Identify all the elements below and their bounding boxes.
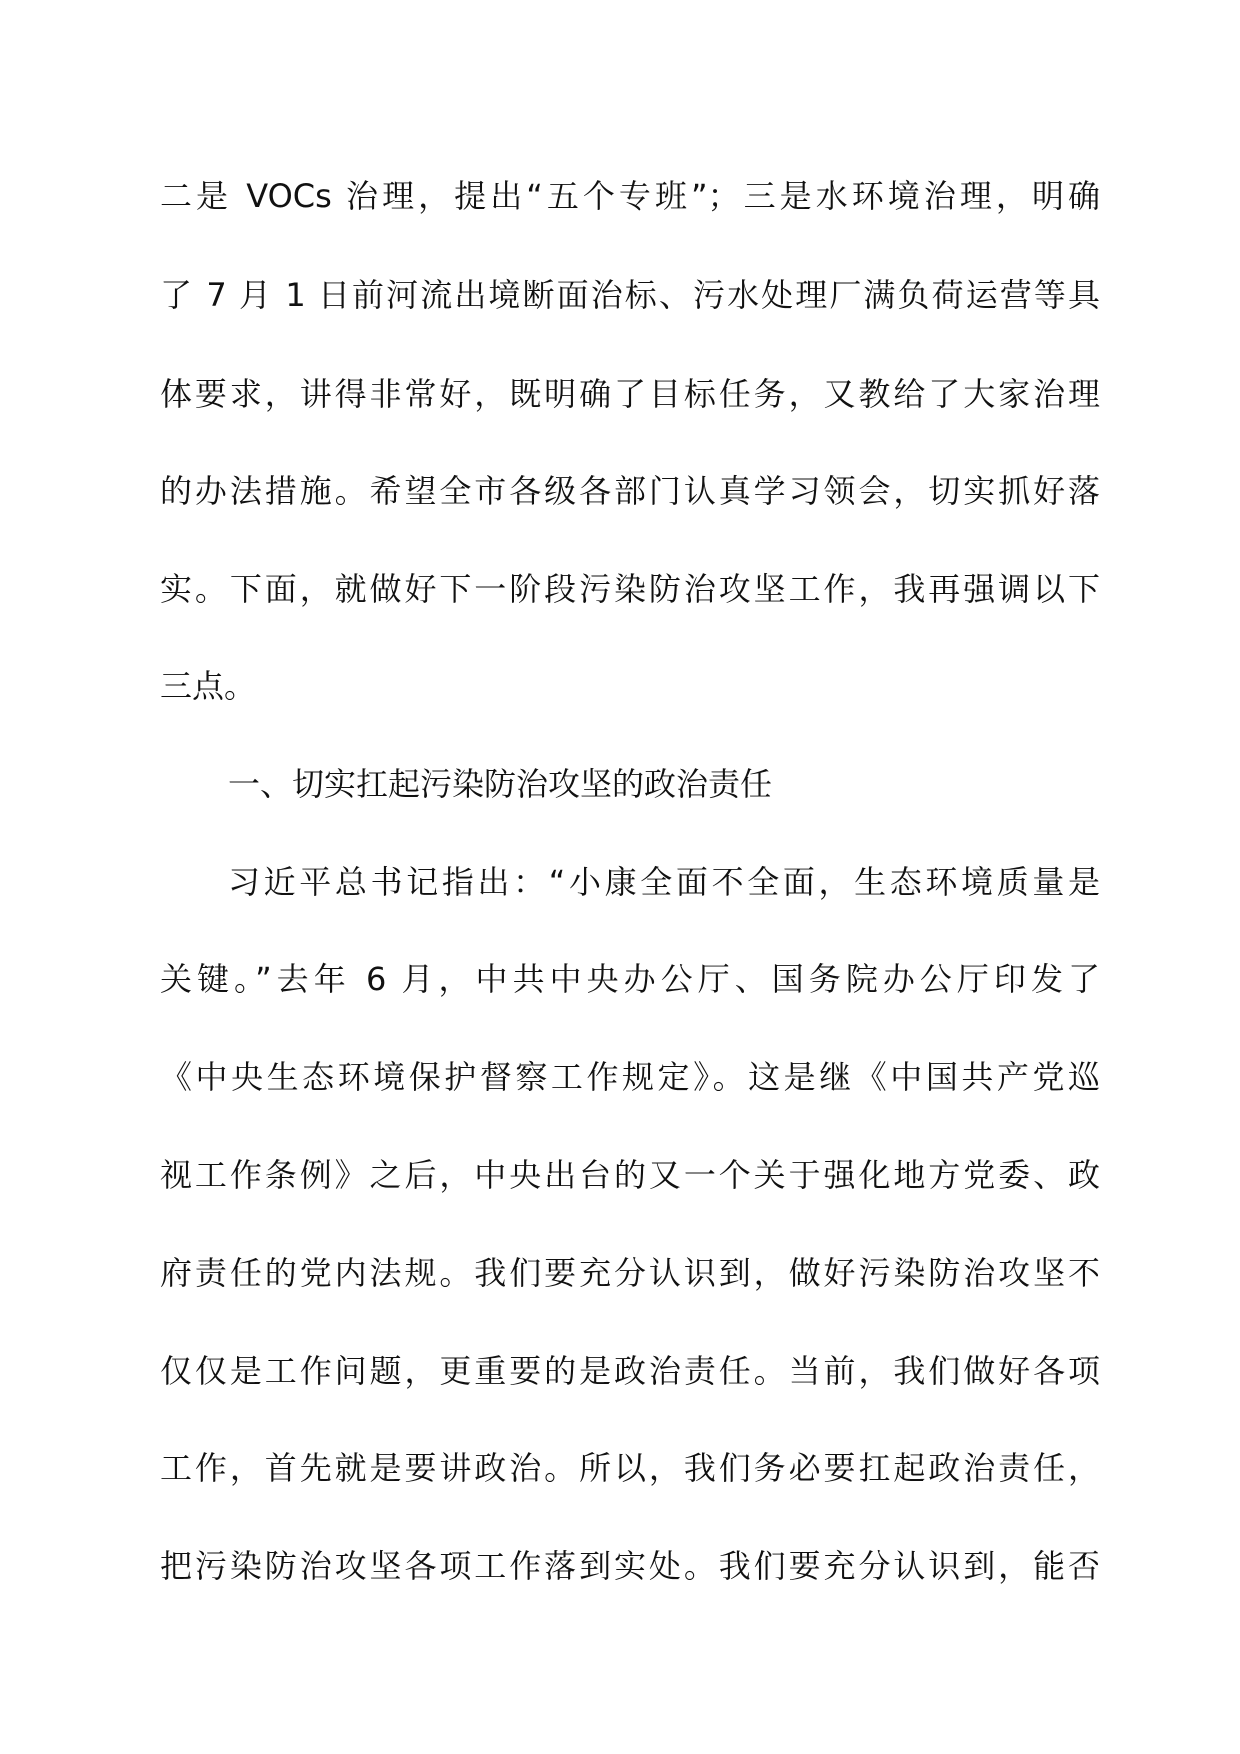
paragraph-line: 仅仅是工作问题，更重要的是政治责任。当前，我们做好各项	[160, 1352, 1100, 1390]
paragraph-line: 府责任的党内法规。我们要充分认识到，做好污染防治攻坚不	[160, 1254, 1100, 1292]
paragraph-line: 的办法措施。希望全市各级各部门认真学习领会，切实抓好落	[160, 472, 1100, 510]
paragraph-line: 了 7 月 1 日前河流出境断面治标、污水处理厂满负荷运营等具	[160, 276, 1100, 314]
section-heading: 一、切实扛起污染防治攻坚的政治责任	[228, 765, 773, 803]
paragraph-line: 视工作条例》之后，中央出台的又一个关于强化地方党委、政	[160, 1156, 1100, 1194]
paragraph-line: 三点。	[160, 667, 257, 705]
paragraph-line: 关键。”去年 6 月，中共中央办公厅、国务院办公厅印发了	[160, 960, 1100, 998]
paragraph-line: 体要求，讲得非常好，既明确了目标任务，又教给了大家治理	[160, 375, 1100, 413]
paragraph-line: 把污染防治攻坚各项工作落到实处。我们要充分认识到，能否	[160, 1547, 1100, 1585]
paragraph-line: 二是 VOCs 治理，提出“五个专班”；三是水环境治理，明确	[160, 177, 1100, 215]
paragraph-line: 习近平总书记指出：“小康全面不全面，生态环境质量是	[228, 863, 1100, 901]
paragraph-line: 《中央生态环境保护督察工作规定》。这是继《中国共产党巡	[160, 1058, 1100, 1096]
paragraph-line: 实。下面，就做好下一阶段污染防治攻坚工作，我再强调以下	[160, 570, 1100, 608]
paragraph-line: 工作，首先就是要讲政治。所以，我们务必要扛起政治责任，	[160, 1449, 1100, 1487]
